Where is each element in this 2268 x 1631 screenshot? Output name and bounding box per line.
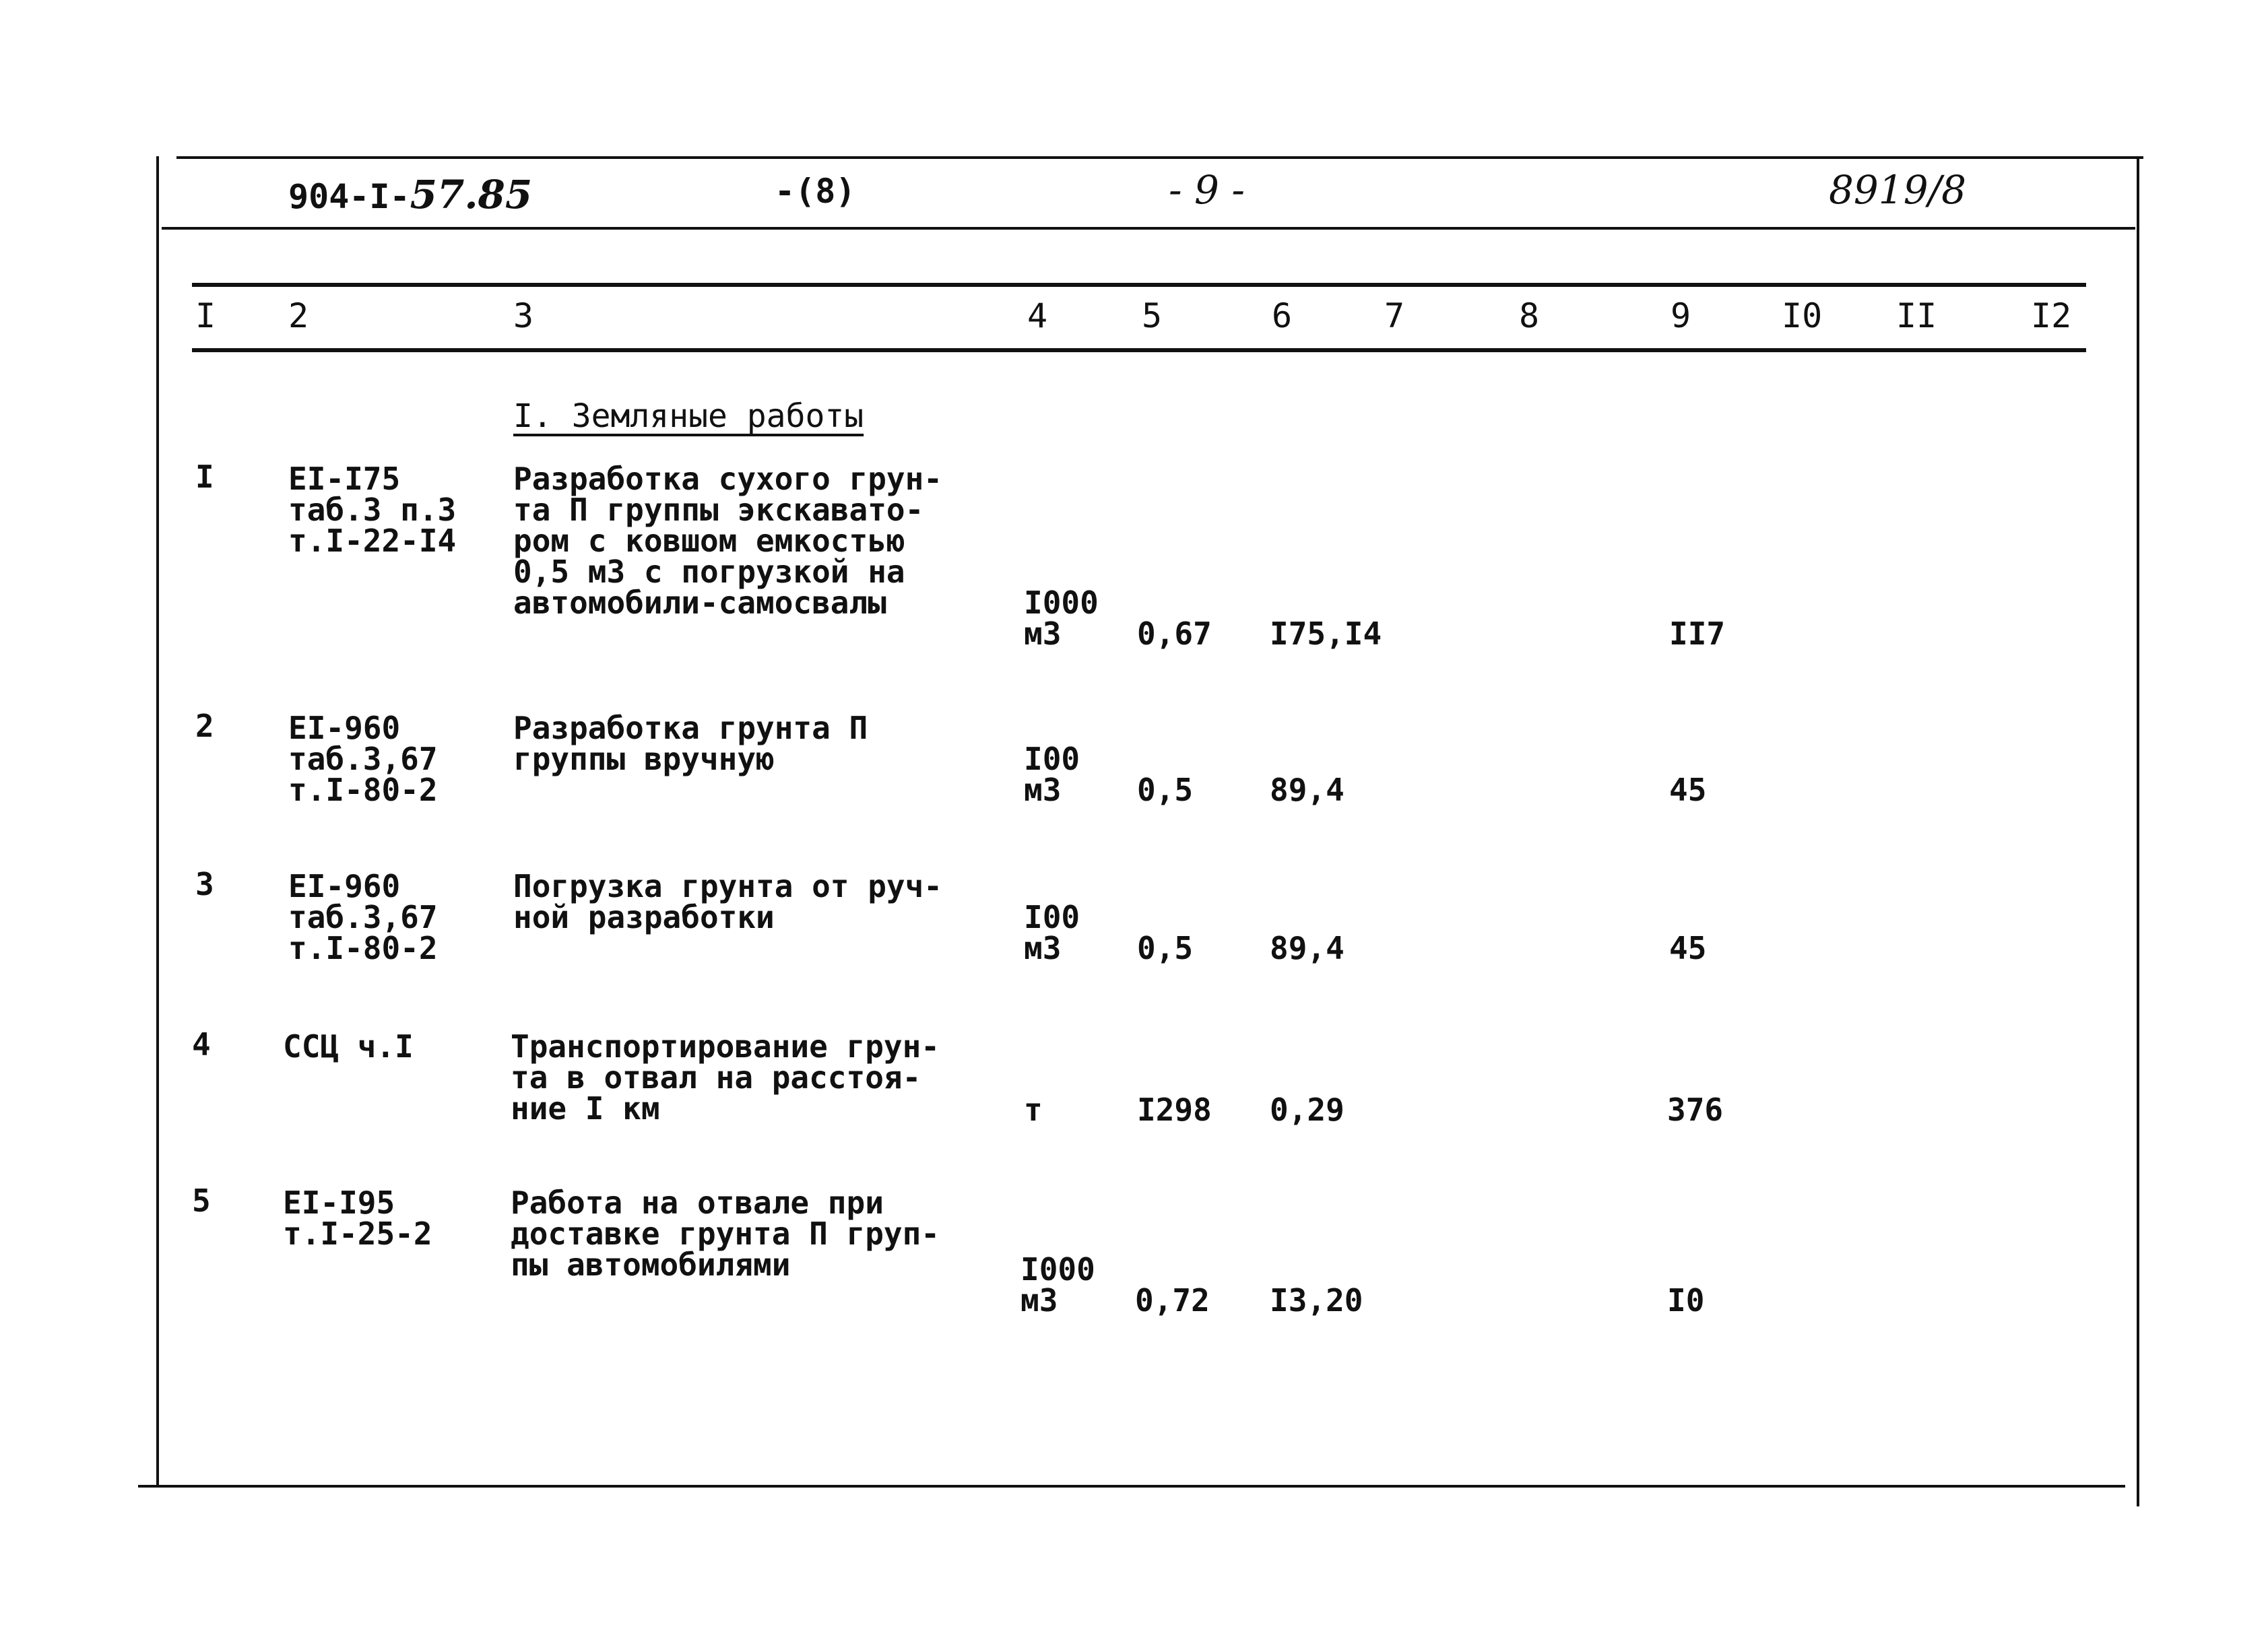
page-number: - 9 -	[1169, 167, 1245, 213]
doc-prefix: 904-I-	[288, 177, 410, 216]
row-code-line: т.I-80-2	[288, 772, 438, 808]
row-col6-value: 0,29	[1270, 1092, 1344, 1128]
row-unit-line: м3	[1024, 772, 1062, 808]
row-code-line: EI-I75	[288, 461, 401, 497]
row-number: 4	[192, 1026, 211, 1063]
doc-handwritten-suffix: 57.85	[410, 172, 533, 218]
row-description-line: Разработка грунта П	[513, 710, 868, 746]
row-number: 2	[195, 708, 214, 744]
row-code-line: ССЦ ч.I	[283, 1028, 414, 1065]
row-code-line: таб.3,67	[288, 741, 438, 777]
row-code-line: т.I-22-I4	[288, 523, 457, 559]
row-description-line: автомобили-самосвалы	[513, 585, 886, 621]
row-unit-line: I000	[1024, 585, 1099, 621]
row-description-line: ние I км	[511, 1090, 660, 1127]
row-col9-value: 45	[1669, 772, 1707, 808]
row-number: I	[195, 459, 214, 495]
row-code-line: т.I-80-2	[288, 930, 438, 966]
row-col5-value: 0,5	[1137, 930, 1194, 966]
row-description-line: та в отвал на расстоя-	[511, 1059, 921, 1096]
row-unit-line: т	[1024, 1092, 1043, 1128]
row-unit-line: I000	[1020, 1251, 1095, 1288]
column-number: 3	[513, 296, 534, 335]
row-col6-value: I75,I4	[1270, 615, 1382, 652]
row-code-line: EI-I95	[283, 1185, 395, 1221]
archive-number: 8919/8	[1829, 167, 1967, 213]
row-description-line: ной разработки	[513, 899, 775, 935]
row-number: 5	[192, 1183, 211, 1219]
frame-top-line	[176, 156, 2143, 159]
row-description-line: Работа на отвале при	[511, 1185, 884, 1221]
row-code-line: т.I-25-2	[283, 1216, 432, 1252]
row-col9-value: 376	[1667, 1092, 1724, 1128]
section-title: I. Земляные работы	[513, 397, 864, 435]
row-col5-value: 0,67	[1137, 615, 1212, 652]
row-unit-line: I00	[1024, 899, 1080, 935]
table-top-rule	[192, 283, 2086, 287]
row-code-line: EI-960	[288, 710, 401, 746]
row-code-line: таб.3 п.3	[288, 492, 457, 528]
column-number: 9	[1671, 296, 1691, 335]
frame-header-line	[162, 227, 2135, 230]
column-number: I	[195, 296, 216, 335]
row-description-line: Погрузка грунта от руч-	[513, 868, 942, 904]
row-description-line: 0,5 м3 с погрузкой на	[513, 554, 905, 590]
row-description-line: доставке грунта П груп-	[511, 1216, 940, 1252]
column-number: 5	[1142, 296, 1163, 335]
frame-left-line	[156, 156, 159, 1486]
row-description-line: группы вручную	[513, 741, 775, 777]
row-col5-value: 0,5	[1137, 772, 1194, 808]
column-number: I0	[1782, 296, 1823, 335]
row-description-line: Транспортирование грун-	[511, 1028, 940, 1065]
row-number: 3	[195, 866, 214, 902]
column-number: 2	[288, 296, 309, 335]
row-col5-value: 0,72	[1135, 1282, 1210, 1319]
sheet-code: -(8)	[775, 172, 856, 211]
column-number: I2	[2031, 296, 2072, 335]
frame-right-line	[2137, 156, 2139, 1506]
frame-bottom-line	[138, 1485, 2125, 1488]
row-unit-line: I00	[1024, 741, 1080, 777]
row-unit-line: м3	[1024, 930, 1062, 966]
row-description-line: Разработка сухого грун-	[513, 461, 942, 497]
row-col6-value: 89,4	[1270, 772, 1344, 808]
column-number: 8	[1519, 296, 1540, 335]
row-description-line: та П группы экскавато-	[513, 492, 924, 528]
row-col9-value: II7	[1669, 615, 1726, 652]
row-description-line: пы автомобилями	[511, 1246, 791, 1283]
table-head-rule	[192, 348, 2086, 352]
column-number: 6	[1272, 296, 1293, 335]
row-col5-value: I298	[1137, 1092, 1212, 1128]
row-code-line: EI-960	[288, 868, 401, 904]
column-number: II	[1896, 296, 1937, 335]
row-col9-value: I0	[1667, 1282, 1705, 1319]
row-code-line: таб.3,67	[288, 899, 438, 935]
row-col6-value: 89,4	[1270, 930, 1344, 966]
row-description-line: ром с ковшом емкостью	[513, 523, 905, 559]
column-number: 4	[1027, 296, 1048, 335]
doc-number	[288, 172, 532, 218]
row-unit-line: м3	[1024, 615, 1062, 652]
row-unit-line: м3	[1020, 1282, 1058, 1319]
row-col6-value: I3,20	[1270, 1282, 1363, 1319]
column-number: 7	[1384, 296, 1405, 335]
row-col9-value: 45	[1669, 930, 1707, 966]
